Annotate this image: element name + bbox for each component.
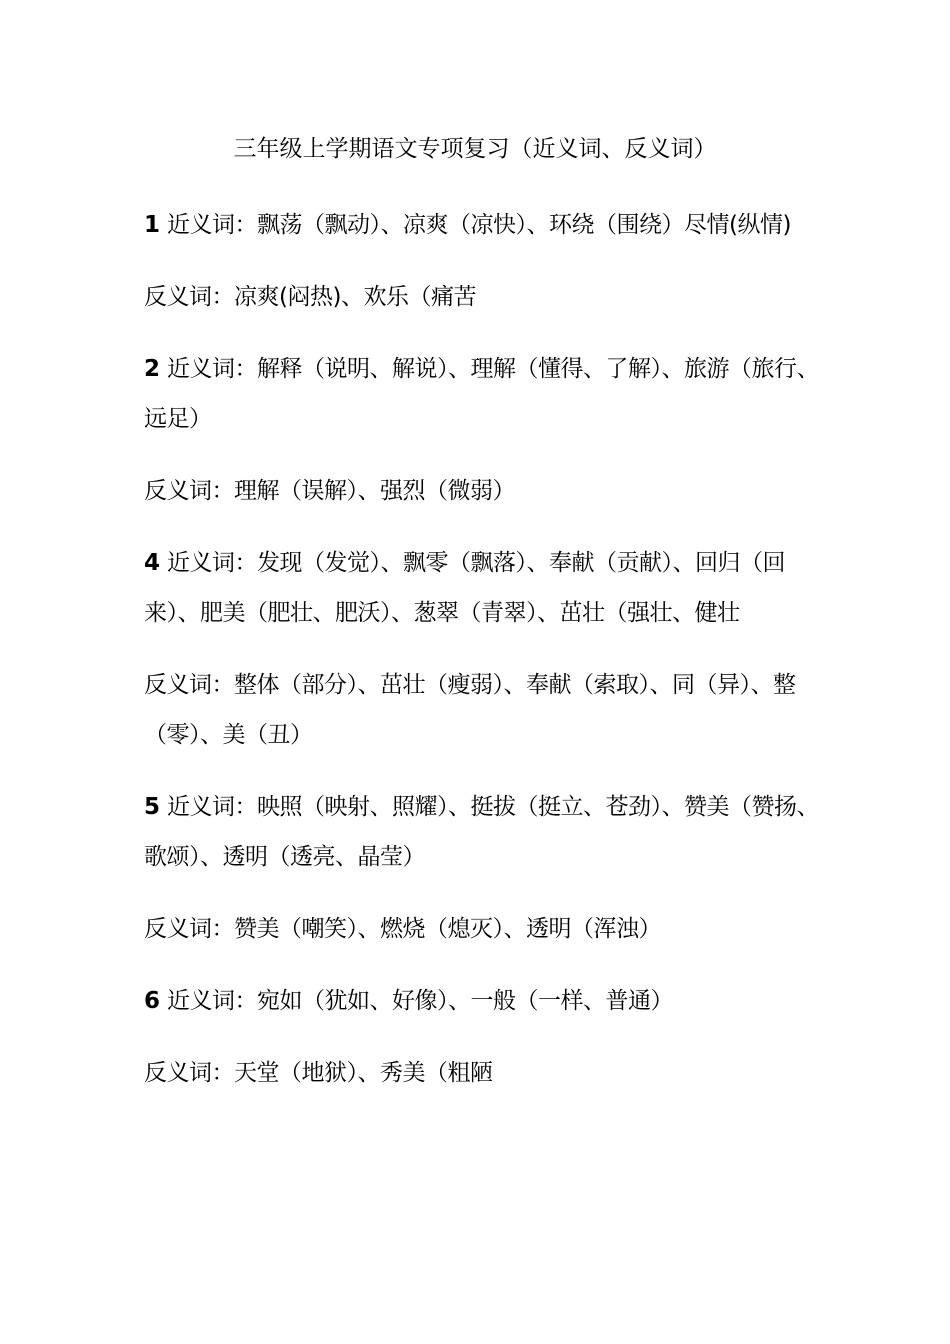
paragraph-text: 反义词：赞美（嘲笑）、燃烧（熄灭）、透明（浑浊） [144, 916, 661, 942]
paragraph-text: 近义词：映照（映射、照耀）、挺拔（挺立、苍劲）、赞美（赞扬、歌颂）、透明（透亮、晶莹） [144, 794, 820, 870]
paragraph-text: 近义词：发现（发觉）、飘零（飘落）、奉献（贡献）、回归（回来）、肥美（肥壮、肥沃）、葱翠（青翠）、茁壮（强壮、健壮 [144, 550, 786, 626]
paragraph-6-antonyms [144, 1048, 824, 1098]
paragraph-5-antonyms [144, 904, 824, 954]
document-title: 三年级上学期语文专项复习（近义词、反义词） [233, 136, 717, 162]
paragraph-1-synonyms [144, 200, 824, 250]
document-body [144, 200, 824, 1120]
item-number: 2 [144, 356, 160, 382]
paragraph-6-synonyms [144, 976, 824, 1026]
paragraph-text: 反义词：理解（误解）、强烈（微弱） [144, 478, 515, 504]
paragraph-1-antonyms [144, 272, 824, 322]
paragraph-text: 反义词：天堂（地狱）、秀美（粗陋 [144, 1060, 493, 1086]
paragraph-4-antonyms [144, 660, 824, 760]
paragraph-text: 反义词：整体（部分）、茁壮（瘦弱）、奉献（索取）、同（异）、整（零）、美（丑） [144, 672, 796, 748]
paragraph-2-synonyms [144, 344, 824, 444]
paragraph-text: 近义词：宛如（犹如、好像）、一般（一样、普通） [167, 988, 674, 1014]
item-number: 6 [144, 988, 160, 1014]
item-number: 4 [144, 550, 160, 576]
paragraph-text: 反义词：凉爽(闷热)、欢乐（痛苦 [144, 284, 476, 310]
item-number: 5 [144, 794, 160, 820]
paragraph-4-synonyms [144, 538, 824, 638]
paragraph-5-synonyms [144, 782, 824, 882]
paragraph-text: 近义词：飘荡（飘动）、凉爽（凉快）、环绕（围绕）尽情(纵情) [167, 212, 791, 238]
paragraph-text: 近义词：解释（说明、解说）、理解（懂得、了解）、旅游（旅行、远足） [144, 356, 820, 432]
paragraph-2-antonyms [144, 466, 824, 516]
item-number: 1 [144, 212, 160, 238]
